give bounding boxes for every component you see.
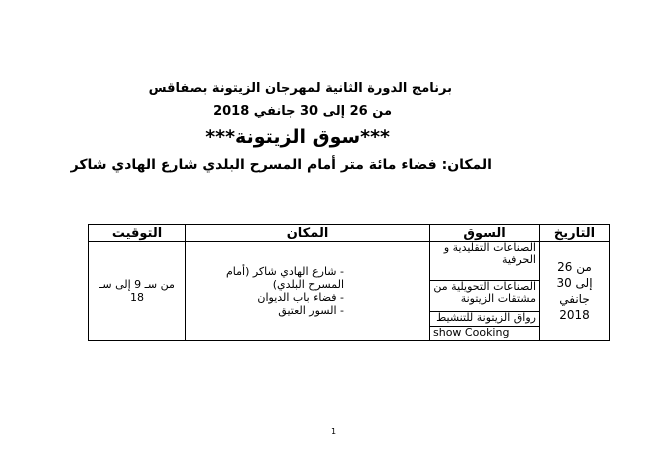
table-header-row — [89, 225, 610, 242]
venue-line: المكان: فضاء مائة متر أمام المسرح البلدي شارع الهادي شاكر — [70, 157, 492, 173]
date-line: 2018 — [559, 308, 590, 322]
date-cell — [540, 242, 610, 341]
table-row — [89, 242, 610, 281]
header-souk: السوق — [430, 225, 540, 242]
place-list — [189, 265, 426, 317]
header-place: المكان — [186, 225, 430, 242]
souk-cell: الصناعات التحويلية من مشتقات الزيتونة — [430, 281, 540, 312]
place-cell — [186, 242, 430, 341]
date-line: إلى 30 جانفي — [556, 276, 593, 306]
page-number: 1 — [331, 427, 337, 436]
souk-title: ***سوق الزيتونة*** — [205, 126, 390, 148]
souk-cell: الصناعات التقليدية و الحرفية — [430, 242, 540, 281]
header-date: التاريخ — [540, 225, 610, 242]
program-table — [88, 224, 610, 341]
program-dates: من 26 إلى 30 جانفي 2018 — [213, 104, 392, 119]
date-line: من 26 — [557, 260, 592, 274]
header-time: التوقيت — [89, 225, 186, 242]
souk-cell: show Cooking — [430, 327, 540, 341]
program-title: برنامج الدورة الثانية لمهرجان الزيتونة بصفاقس — [148, 81, 452, 96]
time-cell: من سـ 9 إلى سـ 18 — [89, 242, 186, 341]
place-item: - فضاء باب الديوان — [189, 291, 344, 304]
place-item: - السور العتيق — [189, 304, 344, 317]
souk-cell: رواق الزيتونة للتنشيط — [430, 312, 540, 327]
place-item: - شارع الهادي شاكر (أمام المسرح البلدي) — [189, 265, 344, 291]
